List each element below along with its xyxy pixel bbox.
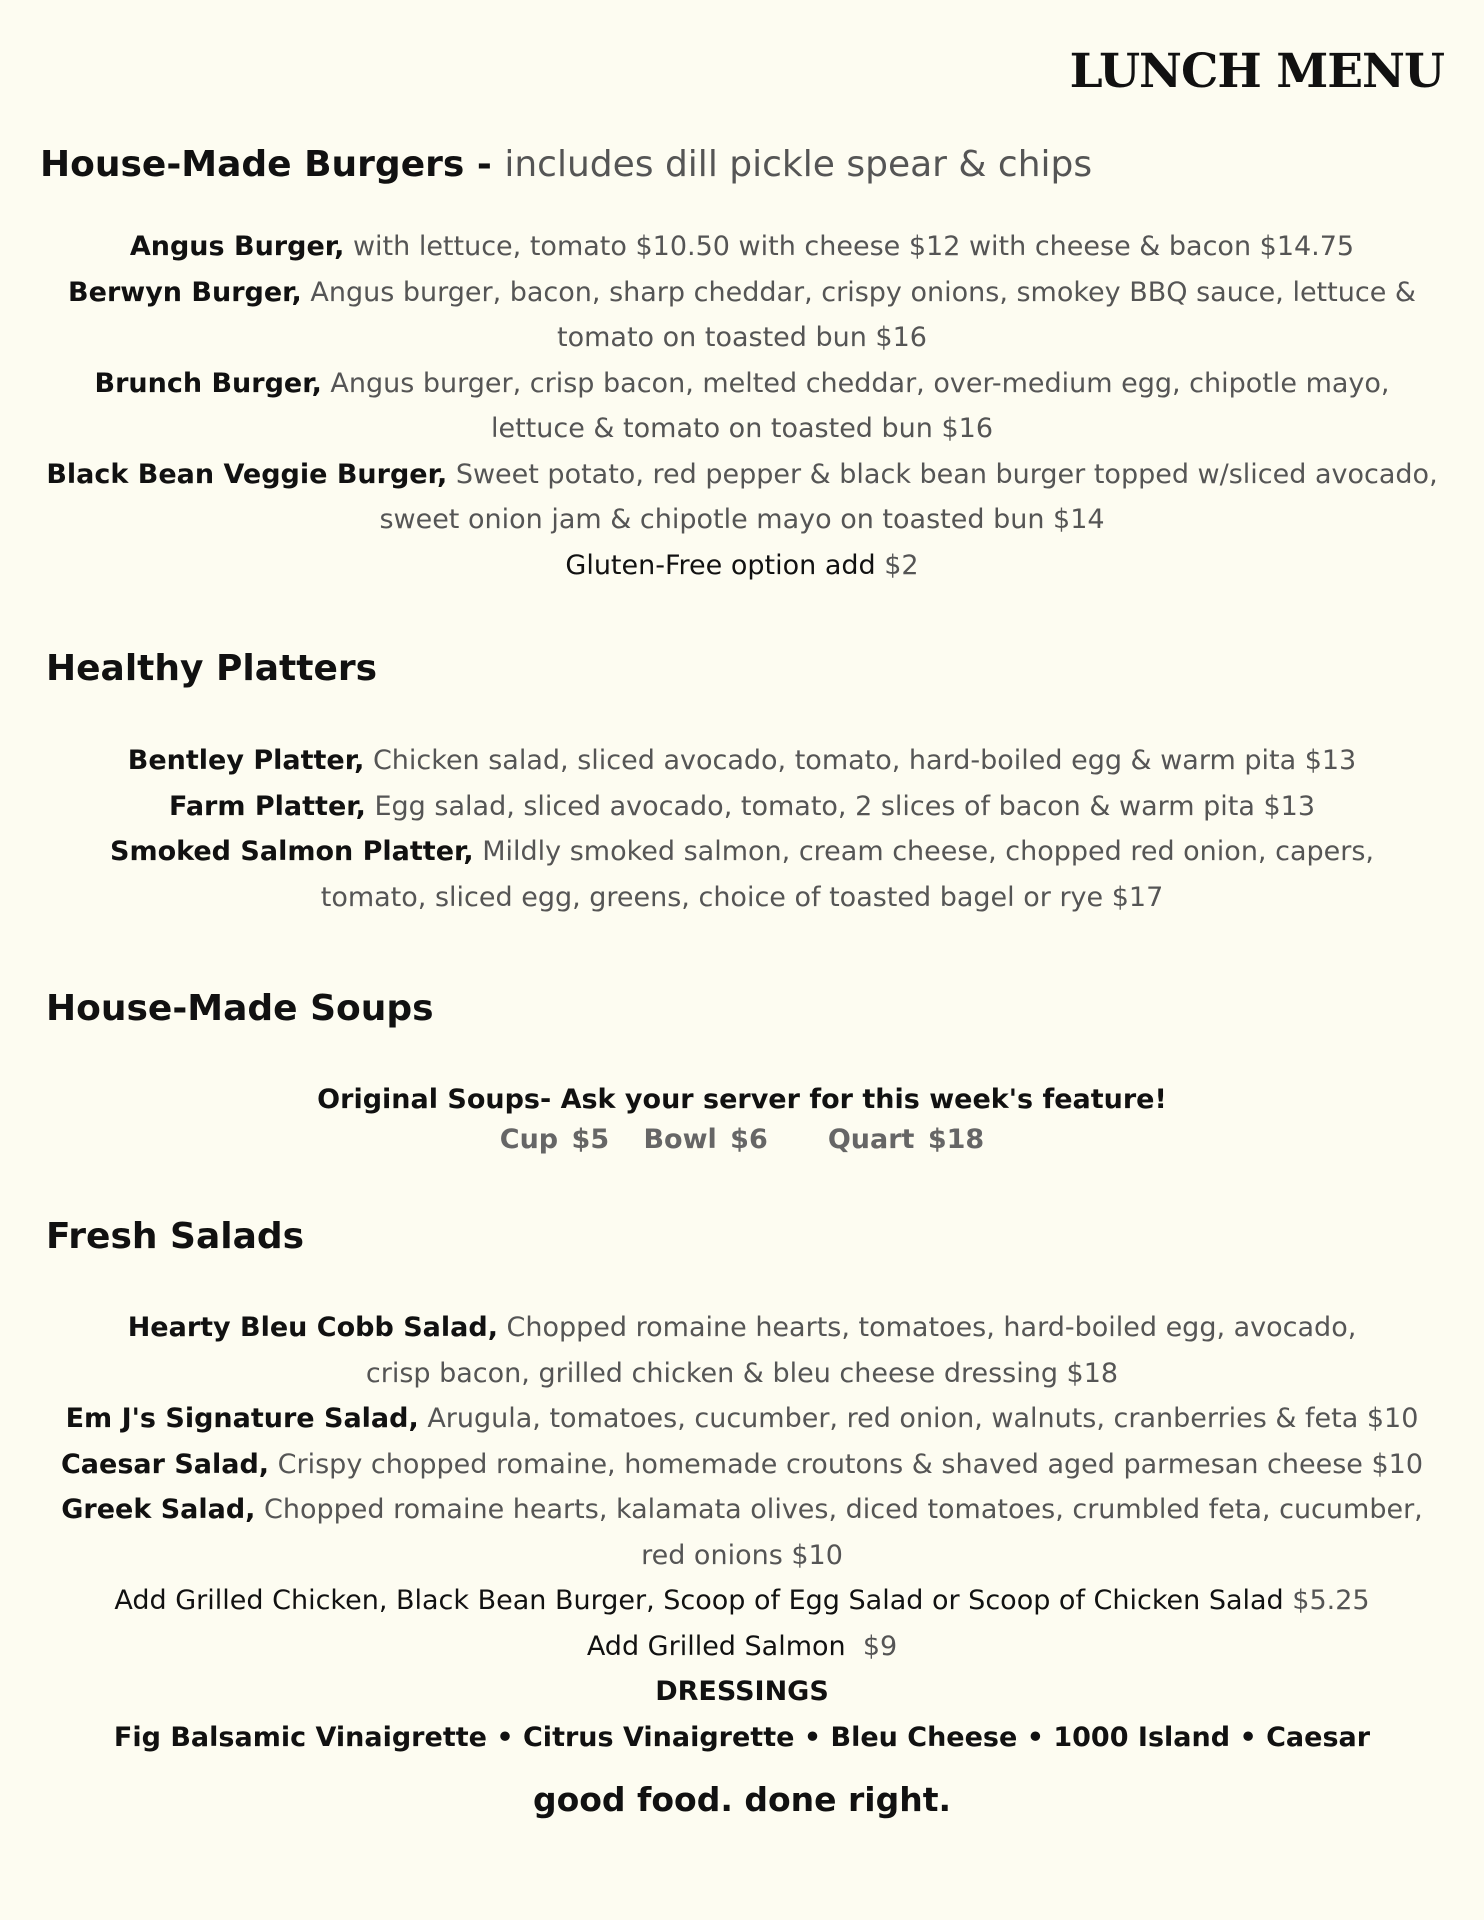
item-description: Chopped romaine hearts, tomatoes, hard-boiled egg, avocado, <box>506 1312 1357 1343</box>
soups-heading: House-Made Soups <box>46 988 434 1029</box>
burgers-subheading: includes dill pickle spear & chips <box>504 144 1093 185</box>
item-description: Egg salad, sliced avocado, tomato, 2 slices of bacon & warm pita $13 <box>374 790 1316 822</box>
burgers-heading <box>40 144 1092 185</box>
menu-item-brunch-burger <box>40 361 1444 407</box>
item-description: Sweet potato, red pepper & black bean burger topped w/sliced avocado, <box>455 458 1438 490</box>
menu-title: LUNCH MENU <box>1069 44 1444 99</box>
menu-item-bentley-platter <box>40 738 1444 784</box>
item-description-continued: tomato on toasted bun $16 <box>557 322 927 353</box>
gluten-free-option <box>40 543 1444 589</box>
platters-list <box>40 738 1444 920</box>
item-name: Caesar Salad, <box>60 1448 270 1480</box>
item-description: Arugula, tomatoes, cucumber, red onion, walnuts, cranberries & feta $10 <box>427 1403 1419 1434</box>
soup-bowl-price: Bowl $6 <box>643 1124 768 1155</box>
gluten-free-price: $2 <box>884 549 919 581</box>
item-description-continued: crisp bacon, grilled chicken & bleu cheese dressing $18 <box>365 1357 1119 1389</box>
item-description: Mildly smoked salmon, cream cheese, chopped red onion, capers, <box>482 836 1374 867</box>
item-name: Bentley Platter, <box>127 745 365 776</box>
soup-feature: Original Soups- Ask your server for this week's feature! <box>317 1084 1167 1115</box>
item-description: Chopped romaine hearts, kalamata olives, diced tomatoes, crumbled feta, cucumber, <box>264 1494 1423 1525</box>
salads-heading: Fresh Salads <box>46 1216 305 1257</box>
add-protein-option <box>40 1578 1444 1624</box>
item-description: Chicken salad, sliced avocado, tomato, hard-boiled egg & warm pita $13 <box>372 745 1357 776</box>
item-description: Angus burger, bacon, sharp cheddar, crispy onions, smokey BBQ sauce, lettuce & <box>310 276 1416 308</box>
menu-item-greek-salad <box>40 1487 1444 1533</box>
platters-heading: Healthy Platters <box>46 648 378 689</box>
item-description-continued: tomato, sliced egg, greens, choice of toasted bagel or rye $17 <box>320 881 1164 913</box>
soups-list <box>40 1080 1444 1160</box>
item-name: Em J's Signature Salad, <box>65 1403 419 1434</box>
menu-item-berwyn-burger <box>40 270 1444 316</box>
burgers-list <box>40 224 1444 588</box>
dressings-heading: DRESSINGS <box>655 1676 829 1707</box>
menu-item-angus-burger <box>40 224 1444 270</box>
soup-cup-price: Cup $5 <box>499 1124 610 1155</box>
item-name: Farm Platter, <box>168 790 366 822</box>
menu-item-smoked-salmon-platter <box>40 829 1444 875</box>
menu-item-farm-platter <box>40 784 1444 830</box>
item-name: Black Bean Veggie Burger, <box>46 458 448 490</box>
item-name: Greek Salad, <box>61 1494 256 1525</box>
burgers-heading-label: House-Made Burgers - <box>40 144 492 185</box>
menu-item-veggie-burger <box>40 452 1444 498</box>
gluten-free-label: Gluten-Free option add <box>565 549 876 581</box>
item-description: Crispy chopped romaine, homemade croutons & shaved aged parmesan cheese $10 <box>277 1448 1423 1480</box>
add-salmon-price: $9 <box>862 1630 898 1662</box>
salads-list <box>40 1305 1444 1760</box>
item-description-continued: lettuce & tomato on toasted bun $16 <box>490 413 994 444</box>
item-description: Angus burger, crisp bacon, melted cheddar, over-medium egg, chipotle mayo, <box>330 367 1390 399</box>
menu-item-caesar-salad <box>40 1442 1444 1488</box>
menu-item-cobb-salad <box>40 1305 1444 1351</box>
item-name: Berwyn Burger, <box>68 276 302 308</box>
add-protein-label: Add Grilled Chicken, Black Bean Burger, Scoop of Egg Salad or Scoop of Chicken Salad <box>114 1585 1284 1616</box>
add-protein-price: $5.25 <box>1292 1585 1370 1616</box>
item-description-continued: sweet onion jam & chipotle mayo on toasted bun $14 <box>379 504 1105 535</box>
item-name: Brunch Burger, <box>94 367 322 399</box>
item-name: Smoked Salmon Platter, <box>110 836 474 867</box>
item-description: with lettuce, tomato $10.50 with cheese $12 with cheese & bacon $14.75 <box>352 231 1355 262</box>
add-salmon-option <box>40 1624 1444 1670</box>
dressings-list: Fig Balsamic Vinaigrette • Citrus Vinaigrette • Bleu Cheese • 1000 Island • Caesar <box>113 1721 1371 1753</box>
item-name: Angus Burger, <box>129 231 345 262</box>
menu-item-em-j-signature-salad <box>40 1396 1444 1442</box>
soup-prices <box>40 1120 1444 1160</box>
item-name: Hearty Bleu Cobb Salad, <box>127 1312 498 1343</box>
item-description-continued: red onions $10 <box>641 1539 843 1571</box>
tagline: good food. done right. <box>532 1780 952 1819</box>
add-salmon-label: Add Grilled Salmon <box>586 1630 846 1662</box>
soup-quart-price: Quart $18 <box>827 1124 985 1155</box>
